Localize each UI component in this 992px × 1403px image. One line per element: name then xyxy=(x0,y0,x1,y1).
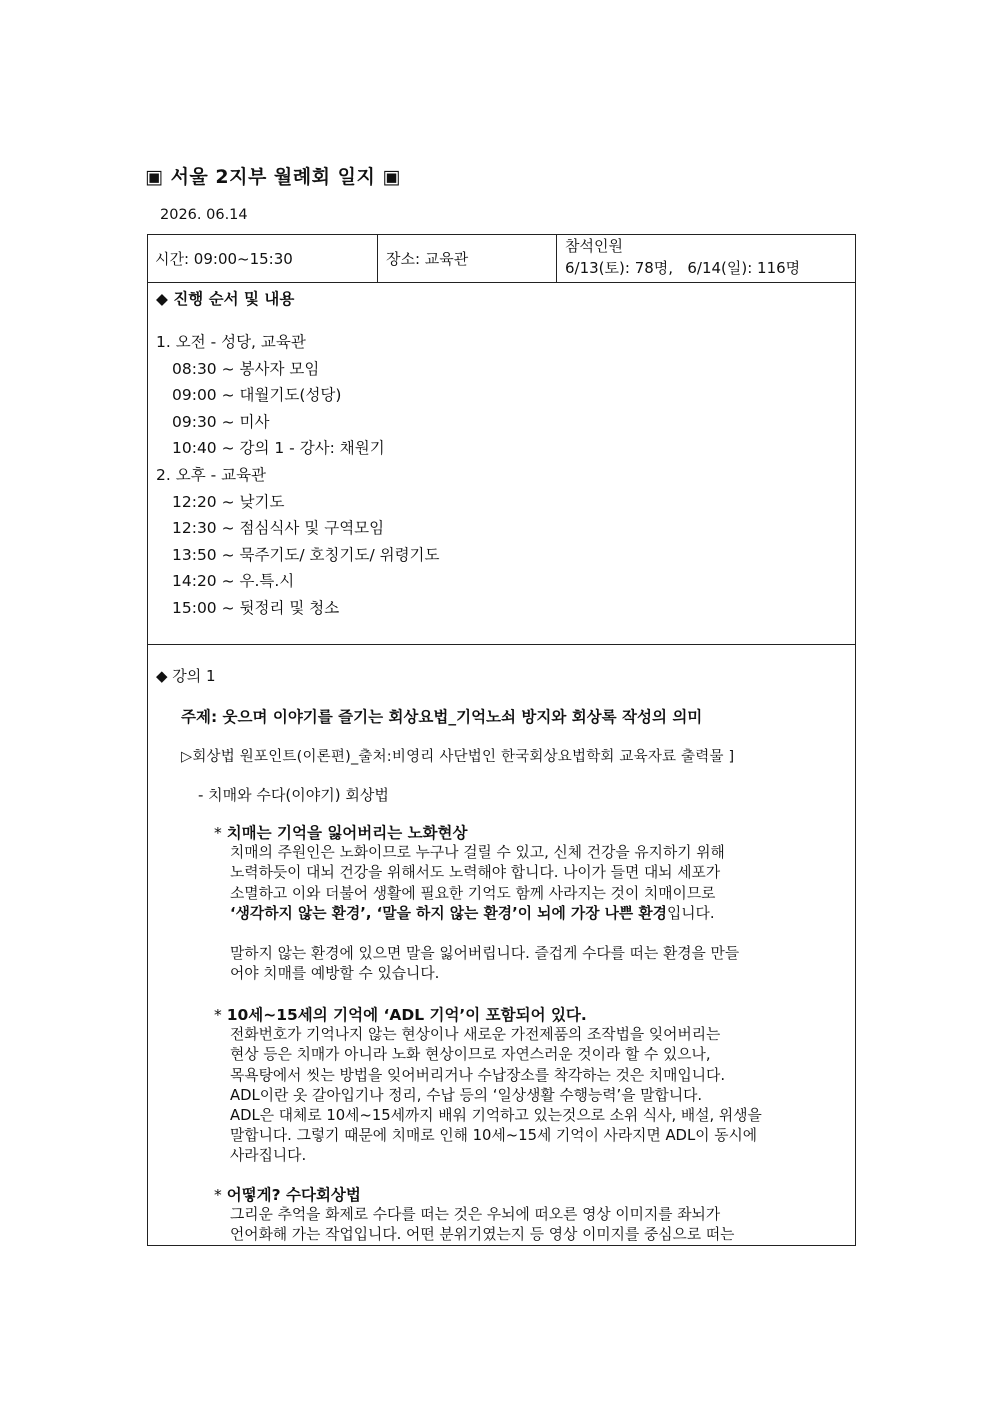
schedule-heading: ◆ 진행 순서 및 내용 xyxy=(156,290,295,308)
point-line: 소멸하고 이와 더불어 생활에 필요한 기억도 함께 사라지는 것이 치매이므로 xyxy=(230,884,716,902)
point-line: 전화번호가 기억나지 않는 현상이나 새로운 가전제품의 조작법을 잊어버리는 xyxy=(230,1026,721,1044)
schedule-item: 09:30 ~ 미사 xyxy=(172,412,270,431)
point-adl-memory xyxy=(214,1005,854,1167)
schedule-item: 09:00 ~ 대월기도(성당) xyxy=(172,386,342,405)
lecture-heading: ◆ 강의 1 xyxy=(156,667,216,685)
report-table xyxy=(147,234,856,1246)
point-line: 노력하듯이 대뇌 건강을 위해서도 노력해야 합니다. 나이가 들면 대뇌 세포가 xyxy=(230,864,721,882)
schedule-item: 13:50 ~ 묵주기도/ 호칭기도/ 위령기도 xyxy=(172,545,440,564)
schedule-item: 12:30 ~ 점심식사 및 구역모임 xyxy=(172,519,385,538)
point-line: ADL이란 옷 갈아입기나 정리, 수납 등의 ‘일상생활 수행능력’을 말합니다. xyxy=(230,1086,703,1104)
schedule-item: 10:40 ~ 강의 1 - 강사: 채원기 xyxy=(172,439,385,458)
lecture-subtopic: - 치매와 수다(이야기) 회상법 xyxy=(198,786,389,804)
attendance-value: 6/13(토): 78명, 6/14(일): 116명 xyxy=(565,259,801,277)
point-line xyxy=(214,904,854,924)
point-line-tail: 입니다. xyxy=(666,904,715,922)
point-line: 치매의 주원인은 노화이므로 누구나 걸릴 수 있고, 신체 건강을 유지하기 위해 xyxy=(230,844,725,862)
lecture-topic: 주제: 웃으며 이야기를 즐기는 회상요법_기억노쇠 방지와 회상록 작성의 의미 xyxy=(181,708,703,726)
point-line: 말하지 않는 환경에 있으면 말을 잃어버립니다. 즐겁게 수다를 떠는 환경을 만들 xyxy=(230,945,740,963)
point-line: 사라집니다. xyxy=(230,1147,307,1165)
point-line: 말합니다. 그렇기 때문에 치매로 인해 10세~15세 기억이 사라지면 ADL이 동시에 xyxy=(230,1127,758,1145)
lecture-source: ▷회상법 원포인트(이론편)_출처:비영리 사단법인 한국회상요법학회 교육자료 출력물 ] xyxy=(181,749,735,765)
schedule-item: 1. 오전 - 성당, 교육관 xyxy=(156,333,306,351)
schedule-item: 08:30 ~ 봉사자 모임 xyxy=(172,359,320,378)
page-title: ▣ 서울 2지부 월례회 일지 ▣ xyxy=(145,166,401,188)
time-cell: 시간: 09:00~15:30 xyxy=(148,235,378,282)
attendance-cell xyxy=(557,235,855,282)
point-line: 목욕탕에서 씻는 방법을 잊어버리거나 수납장소를 착각하는 것은 치매입니다. xyxy=(230,1066,726,1084)
schedule-item: 2. 오후 - 교육관 xyxy=(156,465,267,484)
point-line: 현상 등은 치매가 아니라 노화 현상이므로 자연스러운 것이라 할 수 있으나, xyxy=(230,1046,711,1064)
schedule-item: 14:20 ~ 우.특.시 xyxy=(172,572,295,591)
point-dementia-aging xyxy=(214,823,854,984)
point-heading: * 어떻게? 수다회상법 xyxy=(214,1185,854,1205)
place-cell: 장소: 교육관 xyxy=(378,235,557,282)
info-row xyxy=(148,235,855,283)
lecture-section xyxy=(148,645,855,1245)
point-line: 그리운 추억을 화제로 수다를 떠는 것은 우뇌에 떠오른 영상 이미지를 좌뇌가 xyxy=(230,1206,721,1224)
point-heading: * 10세~15세의 기억에 ‘ADL 기억’이 포함되어 있다. xyxy=(214,1005,854,1025)
attendance-label: 참석인원 xyxy=(565,237,623,255)
schedule-item: 15:00 ~ 뒷정리 및 청소 xyxy=(172,598,340,617)
schedule-item: 12:20 ~ 낮기도 xyxy=(172,492,285,511)
emphasis-text: ‘생각하지 않는 환경’, ‘말을 하지 않는 환경’이 뇌에 가장 나쁜 환경 xyxy=(230,904,667,922)
point-line: 언어화해 가는 작업입니다. 어떤 분위기였는지 등 영상 이미지를 중심으로 떠는 xyxy=(230,1226,735,1244)
report-date: 2026. 06.14 xyxy=(160,207,248,223)
point-line: 어야 치매를 예방할 수 있습니다. xyxy=(230,965,440,983)
schedule-list xyxy=(156,329,855,622)
point-chat-reminiscence xyxy=(214,1185,854,1245)
point-heading: * 치매는 기억을 잃어버리는 노화현상 xyxy=(214,823,854,843)
schedule-section xyxy=(148,285,855,645)
point-line: ADL은 대체로 10세~15세까지 배워 기억하고 있는것으로 소위 식사, 배설, 위생을 xyxy=(230,1107,762,1125)
